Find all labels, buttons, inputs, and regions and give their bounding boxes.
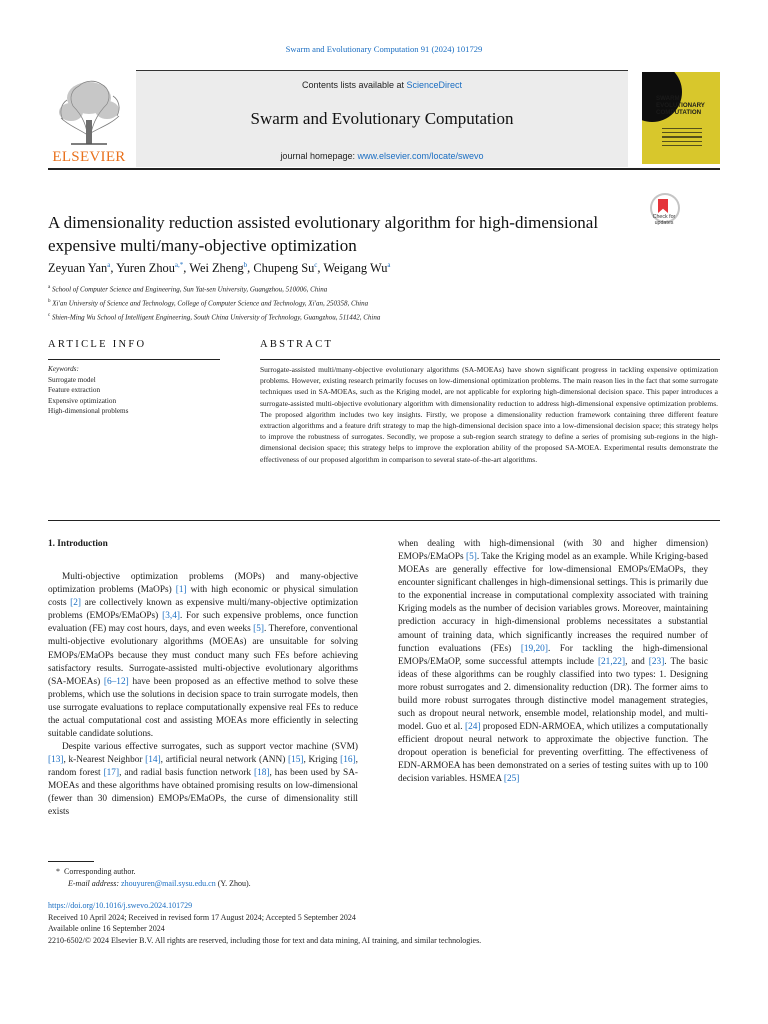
citation-link[interactable]: [6–12]	[103, 676, 129, 687]
abstract-heading: ABSTRACT	[260, 339, 334, 350]
abstract-bottom-rule	[48, 520, 720, 521]
paragraph-text: . Take the Kriging model as an example. While Kriging-based MOEAs are generally effective for low-dimensional EMOPs/EMaOPs, they encounter significant challenges in high-dimensional settings. This is primarily due to the exponential increase in computational complexity associated with training Kriging models as the number of decision variables grows. Moreover, maintaining prediction accuracy in high-dimensional problems necessitates a substantial amount of training data, which significantly increases the required number of function evaluations (FEs)	[398, 552, 708, 654]
author-name[interactable]: Wei Zheng	[189, 261, 244, 276]
doi-link[interactable]: https://doi.org/10.1016/j.swevo.2024.101729	[48, 901, 193, 910]
sciencedirect-link[interactable]: ScienceDirect	[406, 80, 463, 90]
citation-link[interactable]: [24]	[464, 722, 481, 733]
keyword-item[interactable]: Surrogate model	[48, 375, 96, 384]
affiliation-item	[48, 310, 688, 324]
keywords-label: Keywords:	[48, 365, 79, 373]
paragraph-text: , has been used by SA-MOEAs and these algorithms have obtained promising results on low-dimensional (fewer than 30 dimension) EMOPs/EMaOPs, the curse of dimensionality still exists	[48, 768, 359, 818]
author-affiliation-marker[interactable]: a	[107, 261, 111, 269]
author-email-link[interactable]: zhouyuren@mail.sysu.edu.cn	[121, 879, 216, 888]
journal-title[interactable]: Swarm and Evolutionary Computation	[250, 109, 514, 128]
affiliation-marker: c	[48, 312, 51, 318]
citation-link[interactable]: [17]	[103, 768, 120, 779]
citation-link[interactable]: [1]	[175, 585, 187, 596]
journal-homepage-line	[136, 151, 628, 161]
paragraph-text: , and	[625, 656, 649, 667]
check-for-updates-label: Check for updates	[652, 214, 676, 226]
body-paragraph	[48, 741, 358, 819]
citation-link[interactable]: [13]	[48, 755, 64, 766]
citation-link[interactable]: [19,20]	[520, 643, 548, 654]
elsevier-wordmark: ELSEVIER	[52, 149, 126, 165]
paragraph-text: , artificial neural network (ANN)	[160, 755, 289, 766]
section-heading-introduction: 1. Introduction	[48, 539, 108, 549]
footnote-rule	[48, 861, 94, 862]
affiliation-marker: a	[48, 285, 51, 290]
paragraph-text: Multi-objective optimization problems (MOPs) and many-objective optimization problems (MaOPs)	[48, 572, 358, 596]
paragraph-text: , Kriging	[303, 755, 341, 766]
homepage-prefix: journal homepage:	[280, 151, 358, 161]
cover-text-lines	[662, 128, 702, 149]
body-column-left	[48, 538, 358, 820]
author-name[interactable]: Weigang Wu	[323, 261, 388, 276]
keywords-block	[48, 364, 218, 417]
available-online-date: Available online 16 September 2024	[48, 924, 165, 933]
corresponding-author-note: * Corresponding author.	[56, 867, 136, 876]
received-dates: Received 10 April 2024; Received in revised form 17 August 2024; Accepted 5 September 2024	[48, 912, 356, 922]
abstract-text: Surrogate-assisted multi/many-objective evolutionary algorithms (SA-MOEAs) have shown significant progress in tackling expensive optimization problems. However, existing research primarily focuses on low-dimensional optimization problems. The main reason lies in the fact that some surrogate techniques used in SA-MOEAs, such as the Kriging model, are not applicable for exploring high-dimensional decision space. This paper introduces a surrogate-assisted multi-objective evolutionary algorithm with dimensionality reduction to address high-dimensional expensive optimization problems. The proposed algorithm includes two key insights. Firstly, we propose a dimensionality reduction framework containing three different feature extraction algorithms and a feature drift strategy to map the high-dimensional decision space into a low-dimensional decision space; this strategy helps to improve the robustness of surrogates. Secondly, we propose a sub-region search strategy to define a series of promising sub-regions in the high-dimensional decision space; this strategy helps to improve the exploration ability of the proposed SA-MOEA. Experimental results demonstrate the effectiveness of our proposed algorithm in comparison to several state-of-the-art algorithms.	[260, 365, 718, 464]
contents-available-line	[136, 80, 628, 90]
article-info-heading: ARTICLE INFO	[48, 339, 147, 350]
author-name[interactable]: Chupeng Su	[253, 261, 315, 276]
paragraph-text: . For such expensive problems, once function evaluation (FE) may cost hours, days, and even weeks	[48, 611, 359, 635]
affiliation-item	[48, 282, 688, 296]
author-affiliation-marker[interactable]: c	[314, 261, 318, 269]
cover-title: SWARM EVOLUTIONARY COMPUTATION	[656, 95, 705, 116]
paragraph-text: when dealing with high-dimensional (with 30 and higher dimension) EMOPs/EMaOPs	[398, 539, 708, 563]
paragraph-text: . Therefore, conventional multi-objective evolutionary algorithms (MOEAs) are unsuitable for solving EMOPs/EMaOPs because they must conduct many such FEs before achieving satisfactory results. Surrogate-assisted multi-objective evolutionary algorithms (SA-MOEAs)	[48, 624, 358, 687]
keyword-item[interactable]: Feature extraction	[48, 386, 101, 394]
paragraph-text: , random forest	[48, 755, 358, 779]
affiliation-text: Xi'an University of Science and Technology, College of Computer Science and Technology, Xi'an, 250358, China	[52, 299, 369, 308]
author-separator: ,	[110, 261, 117, 276]
author-separator: ,	[247, 261, 254, 276]
author-separator: ,	[317, 261, 324, 276]
paragraph-text: . For tackling the high-dimensional EMOPs/EMaOP, some successful attempts include	[398, 643, 708, 667]
paragraph-text: Despite various effective surrogates, such as support vector machine (SVM)	[62, 742, 358, 753]
copyright-notice: 2210-6502/© 2024 Elsevier B.V. All rights are reserved, including those for text and data mining, AI training, and similar technologies.	[48, 935, 482, 945]
journal-banner	[136, 70, 628, 167]
affiliation-list	[48, 282, 688, 323]
journal-reference-link[interactable]: Swarm and Evolutionary Computation 91 (2024) 101729	[285, 44, 483, 54]
masthead-bottom-rule	[48, 168, 720, 170]
body-paragraph	[48, 571, 358, 741]
paragraph-text: . The basic ideas of these algorithms can be roughly classified into two types: 1. Designing more robust surrogates and 2. dimensionality reduction (DR). The former aims to build more robust surrogates through distinctive model management strategies, such as dropout neural network, ensemble model, relationship model, and multi-model. Guo et al.	[398, 656, 708, 733]
paragraph-text: , and radial basis function network	[119, 768, 254, 779]
journal-masthead	[48, 70, 720, 166]
citation-link[interactable]: [21,22]	[597, 656, 626, 667]
article-title: A dimensionality reduction assisted evolutionary algorithm for high-dimensional expensive multi/many-objective optimization	[48, 213, 599, 255]
citation-link[interactable]: [2]	[70, 598, 82, 609]
citation-link[interactable]: [16]	[340, 755, 356, 766]
keyword-item[interactable]: High-dimensional problems	[48, 407, 129, 415]
elsevier-tree-icon	[53, 76, 125, 146]
body-paragraph	[398, 538, 708, 786]
email-suffix: (Y. Zhou).	[217, 879, 251, 888]
keyword-item[interactable]: Expensive optimization	[48, 396, 117, 405]
check-for-updates-badge[interactable]	[645, 193, 683, 231]
article-info-rule	[48, 359, 220, 360]
paragraph-text: have been proposed as an effective method to solve these problems, which use the solutions in decision space to train surrogate models, then use surrogate evaluations to replace computationally expensive real FEs to reduce the actual computational cost and assisting MOEAs more efficiently in selecting suitable candidate solutions.	[48, 676, 358, 740]
author-name[interactable]: Zeyuan Yan	[48, 261, 108, 276]
author-list	[48, 261, 688, 276]
journal-homepage-link[interactable]: www.elsevier.com/locate/swevo	[357, 151, 484, 161]
citation-link[interactable]: [5]	[466, 552, 477, 563]
citation-link[interactable]: [18]	[253, 768, 270, 779]
paragraph-text: , k-Nearest Neighbor	[63, 755, 146, 766]
citation-link[interactable]: [3,4]	[162, 611, 180, 622]
paragraph-text: with high economic or physical simulation costs	[48, 585, 358, 609]
email-label: E-mail address:	[68, 879, 120, 888]
paragraph-text: proposed EDN-ARMOEA, which utilizes a computationally efficient dropout neural network to approximate the objective function. The dropout operation is beneficial for preventing overfitting. The effectiveness of EDN-ARMOEA has been demonstrated on a series of testing suites with up to 100 decision variables. HSMEA	[398, 722, 708, 785]
author-separator: ,	[183, 261, 190, 276]
citation-link[interactable]: [14]	[145, 755, 161, 766]
email-line	[48, 878, 448, 890]
corresponding-author-footnote	[48, 866, 448, 890]
citation-link[interactable]: [23]	[648, 656, 665, 667]
abstract-rule	[260, 359, 720, 360]
author-affiliation-marker[interactable]: a	[387, 261, 391, 269]
elsevier-logo[interactable]	[48, 70, 130, 166]
author-affiliation-marker[interactable]: a,*	[174, 261, 184, 269]
author-name[interactable]: Yuren Zhou	[116, 261, 175, 276]
affiliation-item	[48, 296, 688, 310]
paragraph-text: are collectively known as expensive multi/many-objective optimization problems (EMOPs/EMaOPs)	[48, 598, 358, 622]
affiliation-marker: b	[48, 298, 51, 304]
affiliation-text: Shien-Ming Wu School of Intelligent Engineering, South China University of Technology, Guangzhou, 511442, China	[51, 312, 381, 321]
journal-cover-image[interactable]	[642, 72, 720, 164]
citation-link[interactable]: [25]	[503, 774, 520, 785]
citation-link[interactable]: [15]	[288, 755, 304, 766]
affiliation-text: School of Computer Science and Engineering, Sun Yat-sen University, Guangzhou, 510006, China	[51, 285, 328, 294]
author-affiliation-marker[interactable]: b	[243, 261, 248, 269]
citation-link[interactable]: [5]	[253, 624, 264, 635]
publication-info	[48, 900, 728, 946]
contents-prefix: Contents lists available at	[301, 80, 407, 90]
body-column-right	[398, 538, 708, 786]
